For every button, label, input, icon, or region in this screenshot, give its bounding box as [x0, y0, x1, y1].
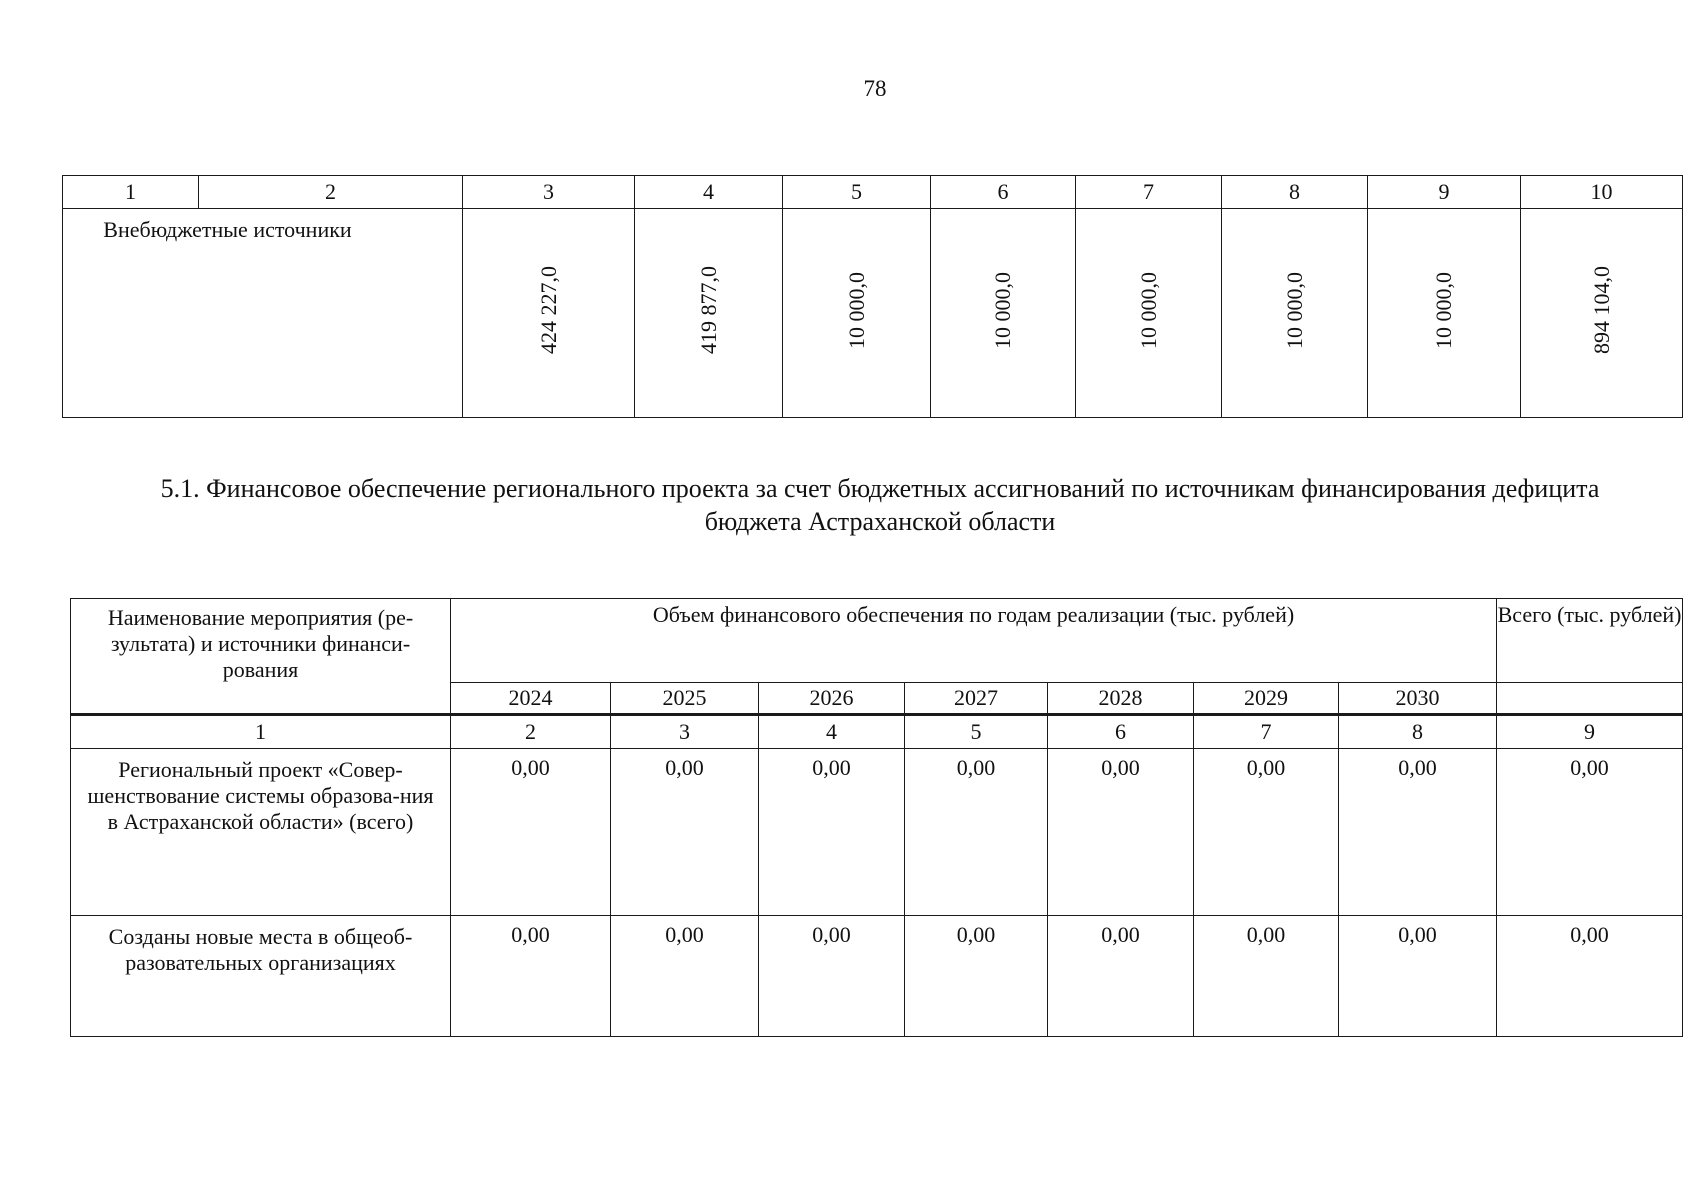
value-text: 424 227,0 — [535, 266, 561, 354]
year-header: 2030 — [1339, 683, 1497, 715]
value-cell: 0,00 — [1497, 749, 1683, 916]
total-column-header: Всего (тыс. рублей) — [1497, 599, 1683, 683]
value-cell — [783, 209, 931, 418]
column-number: 8 — [1339, 715, 1497, 749]
financing-table — [70, 598, 1683, 1037]
value-cell — [635, 209, 783, 418]
column-number-row — [71, 715, 1683, 749]
year-header: 2027 — [905, 683, 1048, 715]
column-number: 8 — [1222, 176, 1368, 209]
empty-cell — [1497, 683, 1683, 715]
column-number: 4 — [759, 715, 905, 749]
column-number-row — [63, 176, 1683, 209]
column-number: 2 — [199, 176, 463, 209]
column-number: 5 — [783, 176, 931, 209]
value-cell: 0,00 — [451, 749, 611, 916]
row-name: Региональный проект «Совер-шенствование системы образова-ния в Астраханской области» (всего) — [71, 749, 451, 916]
page-number: 78 — [863, 76, 887, 101]
value-cell: 0,00 — [1497, 916, 1683, 1037]
value-cell: 0,00 — [1339, 916, 1497, 1037]
column-number: 1 — [63, 176, 199, 209]
value-text: 10 000,0 — [1431, 271, 1456, 349]
value-text: 419 877,0 — [695, 266, 721, 354]
column-number: 1 — [71, 715, 451, 749]
column-number: 7 — [1076, 176, 1222, 209]
volume-column-header: Объем финансового обеспечения по годам реализации (тыс. рублей) — [451, 599, 1497, 683]
value-cell — [1222, 209, 1368, 418]
table-row — [71, 916, 1683, 1037]
column-number: 5 — [905, 715, 1048, 749]
value-text: 10 000,0 — [1135, 271, 1161, 349]
value-cell — [1368, 209, 1521, 418]
column-number: 6 — [931, 176, 1076, 209]
column-number: 3 — [611, 715, 759, 749]
row-name: Созданы новые места в общеоб-разовательных организациях — [71, 916, 451, 1037]
column-number: 9 — [1368, 176, 1521, 209]
value-cell — [1521, 209, 1683, 418]
value-cell: 0,00 — [1048, 749, 1194, 916]
name-column-header: Наименование мероприятия (ре-зультата) и источники финанси-рования — [71, 599, 451, 715]
column-number: 6 — [1048, 715, 1194, 749]
value-cell — [931, 209, 1076, 418]
value-cell: 0,00 — [1048, 916, 1194, 1037]
value-text: 10 000,0 — [843, 271, 869, 349]
value-text: 10 000,0 — [990, 271, 1015, 349]
year-header: 2025 — [611, 683, 759, 715]
table-row — [71, 749, 1683, 916]
section-heading-line2: бюджета Астраханской области — [704, 507, 1056, 536]
source-label: Внебюджетные источники — [63, 209, 463, 418]
value-cell: 0,00 — [759, 749, 905, 916]
value-cell — [463, 209, 635, 418]
value-cell: 0,00 — [1339, 749, 1497, 916]
value-cell — [1076, 209, 1222, 418]
value-text: 894 104,0 — [1588, 266, 1614, 354]
section-heading — [80, 472, 1680, 538]
value-cell: 0,00 — [905, 916, 1048, 1037]
extrabudgetary-table — [62, 175, 1683, 418]
value-cell: 0,00 — [611, 916, 759, 1037]
year-header: 2026 — [759, 683, 905, 715]
header-row — [71, 599, 1683, 683]
column-number: 10 — [1521, 176, 1683, 209]
value-cell: 0,00 — [759, 916, 905, 1037]
value-cell: 0,00 — [451, 916, 611, 1037]
value-text: 10 000,0 — [1281, 271, 1307, 349]
value-cell: 0,00 — [611, 749, 759, 916]
column-number: 2 — [451, 715, 611, 749]
value-cell: 0,00 — [1194, 749, 1339, 916]
year-header: 2024 — [451, 683, 611, 715]
column-number: 9 — [1497, 715, 1683, 749]
table-row — [63, 209, 1683, 418]
year-header: 2028 — [1048, 683, 1194, 715]
column-number: 3 — [463, 176, 635, 209]
value-cell: 0,00 — [905, 749, 1048, 916]
section-heading-line1: 5.1. Финансовое обеспечение регионального проекта за счет бюджетных ассигнований по источникам финансирования дефицита — [160, 474, 1600, 503]
year-header: 2029 — [1194, 683, 1339, 715]
column-number: 4 — [635, 176, 783, 209]
value-cell: 0,00 — [1194, 916, 1339, 1037]
column-number: 7 — [1194, 715, 1339, 749]
